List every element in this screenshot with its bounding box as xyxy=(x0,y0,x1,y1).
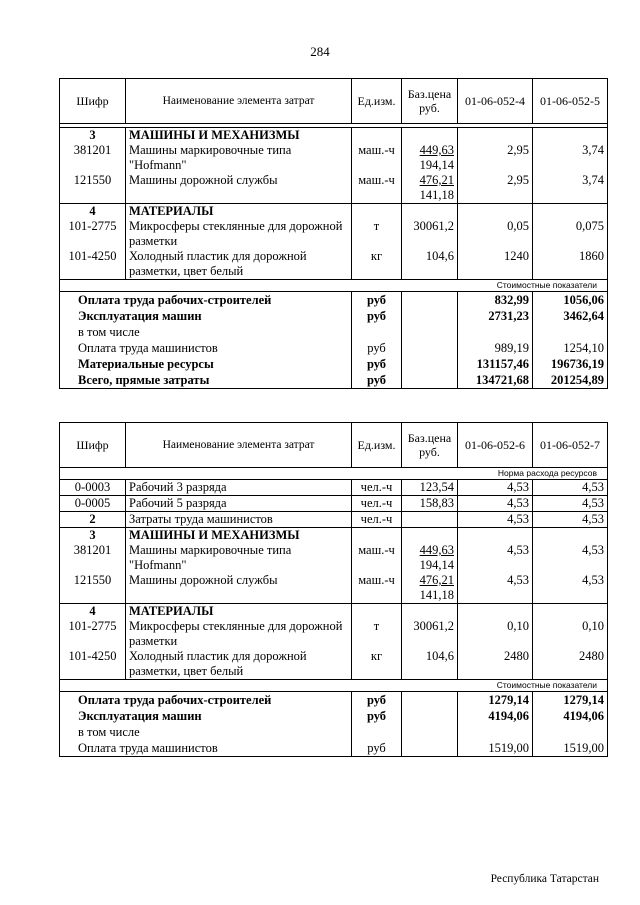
row-price xyxy=(402,173,458,204)
row-unit: маш.-ч xyxy=(352,543,402,573)
row-code: 101-4250 xyxy=(60,249,126,280)
summary-row xyxy=(60,308,608,324)
norm-label-row xyxy=(60,468,608,480)
table-header-row xyxy=(60,423,608,468)
row-value-a: 4,53 xyxy=(458,480,533,496)
row-price: 104,6 xyxy=(402,249,458,280)
row-name: Микросферы стеклянные для дорожной разметки xyxy=(126,219,352,249)
row-code: 0-0005 xyxy=(60,496,126,512)
price-bottom: 194,14 xyxy=(419,158,454,172)
summary-unit: руб xyxy=(352,692,402,709)
summary-row xyxy=(60,740,608,757)
row-value-a: 4,53 xyxy=(458,496,533,512)
row-value-b: 2480 xyxy=(533,649,608,680)
section-code: 3 xyxy=(60,128,126,144)
summary-value-b: 1056,06 xyxy=(533,292,608,309)
summary-unit: руб xyxy=(352,740,402,757)
table-row xyxy=(60,619,608,649)
row-value-a: 4,53 xyxy=(458,512,533,528)
row-value-b: 3,74 xyxy=(533,143,608,173)
row-value-b: 4,53 xyxy=(533,512,608,528)
header-unit: Ед.изм. xyxy=(352,79,402,124)
section-title: МАШИНЫ И МЕХАНИЗМЫ xyxy=(126,528,352,544)
page-number: 284 xyxy=(310,44,330,59)
header-base-price: Баз.цена руб. xyxy=(402,79,458,124)
row-value-b: 0,075 xyxy=(533,219,608,249)
row-unit: чел.-ч xyxy=(352,480,402,496)
table-row xyxy=(60,496,608,512)
summary-row xyxy=(60,356,608,372)
summary-name: в том числе xyxy=(60,324,352,340)
row-unit: маш.-ч xyxy=(352,573,402,604)
summary-name: Оплата труда рабочих-строителей xyxy=(60,692,352,709)
footer-region: Республика Татарстан xyxy=(490,873,599,885)
summary-row xyxy=(60,340,608,356)
summary-value-a: 1279,14 xyxy=(458,692,533,709)
summary-value-b: 1254,10 xyxy=(533,340,608,356)
summary-value-b: 1519,00 xyxy=(533,740,608,757)
row-code: 121550 xyxy=(60,573,126,604)
row-value-a: 4,53 xyxy=(458,573,533,604)
summary-value-b: 1279,14 xyxy=(533,692,608,709)
row-code: 0-0003 xyxy=(60,480,126,496)
summary-name: Материальные ресурсы xyxy=(60,356,352,372)
header-unit: Ед.изм. xyxy=(352,423,402,468)
summary-name: Эксплуатация машин xyxy=(60,308,352,324)
summary-unit: руб xyxy=(352,372,402,389)
operators-row xyxy=(60,512,608,528)
header-col-a: 01-06-052-6 xyxy=(458,423,533,468)
summary-row xyxy=(60,372,608,389)
section-row-machines xyxy=(60,128,608,144)
row-code: 101-2775 xyxy=(60,219,126,249)
row-name: Холодный пластик для дорожной разметки, цвет белый xyxy=(126,649,352,680)
row-price xyxy=(402,573,458,604)
summary-value-b: 201254,89 xyxy=(533,372,608,389)
price-top: 476,21 xyxy=(419,173,454,187)
summary-unit: руб xyxy=(352,340,402,356)
row-code: 101-2775 xyxy=(60,619,126,649)
norm-label: Норма расхода ресурсов xyxy=(60,468,608,480)
resource-table-1 xyxy=(59,78,608,389)
row-value-a: 4,53 xyxy=(458,543,533,573)
summary-value-a: 134721,68 xyxy=(458,372,533,389)
resource-table-2 xyxy=(59,422,608,757)
header-col-b: 01-06-052-5 xyxy=(533,79,608,124)
header-code: Шифр xyxy=(60,423,126,468)
summary-value-a: 989,19 xyxy=(458,340,533,356)
row-unit: маш.-ч xyxy=(352,143,402,173)
price-top: 449,63 xyxy=(419,143,454,157)
row-value-a: 0,10 xyxy=(458,619,533,649)
row-price: 30061,2 xyxy=(402,219,458,249)
row-name: Машины дорожной службы xyxy=(126,573,352,604)
summary-unit: руб xyxy=(352,292,402,309)
row-value-b: 0,10 xyxy=(533,619,608,649)
row-value-b: 1860 xyxy=(533,249,608,280)
section-title: МАТЕРИАЛЫ xyxy=(126,204,352,220)
summary-value-b: 4194,06 xyxy=(533,708,608,724)
row-unit: маш.-ч xyxy=(352,173,402,204)
row-code: 381201 xyxy=(60,143,126,173)
row-name: Затраты труда машинистов xyxy=(126,512,352,528)
table-row xyxy=(60,543,608,573)
row-value-b: 4,53 xyxy=(533,480,608,496)
summary-value-a: 131157,46 xyxy=(458,356,533,372)
summary-unit: руб xyxy=(352,308,402,324)
row-code: 101-4250 xyxy=(60,649,126,680)
section-code: 4 xyxy=(60,204,126,220)
cost-indicators-row xyxy=(60,280,608,292)
summary-name: Оплата труда машинистов xyxy=(60,740,352,757)
summary-unit: руб xyxy=(352,708,402,724)
table-row xyxy=(60,573,608,604)
header-col-b: 01-06-052-7 xyxy=(533,423,608,468)
table-row xyxy=(60,249,608,280)
row-name: Рабочий 3 разряда xyxy=(126,480,352,496)
summary-name: в том числе xyxy=(60,724,352,740)
row-price: 30061,2 xyxy=(402,619,458,649)
header-name: Наименование элемента затрат xyxy=(126,423,352,468)
summary-row xyxy=(60,292,608,309)
summary-value-b: 196736,19 xyxy=(533,356,608,372)
row-value-b: 4,53 xyxy=(533,573,608,604)
summary-value-a: 1519,00 xyxy=(458,740,533,757)
price-bottom: 141,18 xyxy=(419,588,454,602)
summary-row xyxy=(60,708,608,724)
section-row-materials xyxy=(60,604,608,620)
cost-indicators-label: Стоимостные показатели xyxy=(60,280,608,292)
table-row xyxy=(60,480,608,496)
row-unit: т xyxy=(352,619,402,649)
table-row xyxy=(60,219,608,249)
summary-value-a: 2731,23 xyxy=(458,308,533,324)
row-price xyxy=(402,143,458,173)
cost-indicators-row xyxy=(60,680,608,692)
row-code: 2 xyxy=(60,512,126,528)
header-col-a: 01-06-052-4 xyxy=(458,79,533,124)
row-value-a: 0,05 xyxy=(458,219,533,249)
header-name: Наименование элемента затрат xyxy=(126,79,352,124)
price-top: 449,63 xyxy=(419,543,454,557)
table-row xyxy=(60,143,608,173)
price-bottom: 141,18 xyxy=(419,188,454,202)
summary-value-a: 4194,06 xyxy=(458,708,533,724)
row-price: 104,6 xyxy=(402,649,458,680)
row-value-b: 4,53 xyxy=(533,496,608,512)
row-price xyxy=(402,543,458,573)
summary-value-b: 3462,64 xyxy=(533,308,608,324)
row-value-a: 2,95 xyxy=(458,143,533,173)
row-name: Микросферы стеклянные для дорожной разметки xyxy=(126,619,352,649)
row-value-b: 4,53 xyxy=(533,543,608,573)
row-price: 158,83 xyxy=(402,496,458,512)
header-code: Шифр xyxy=(60,79,126,124)
summary-row xyxy=(60,324,608,340)
table-row xyxy=(60,173,608,204)
row-unit: кг xyxy=(352,249,402,280)
row-unit: кг xyxy=(352,649,402,680)
row-code: 381201 xyxy=(60,543,126,573)
table-row xyxy=(60,649,608,680)
section-row-materials xyxy=(60,204,608,220)
summary-name: Оплата труда машинистов xyxy=(60,340,352,356)
row-price: 123,54 xyxy=(402,480,458,496)
section-code: 4 xyxy=(60,604,126,620)
header-base-price: Баз.цена руб. xyxy=(402,423,458,468)
row-name: Рабочий 5 разряда xyxy=(126,496,352,512)
price-bottom: 194,14 xyxy=(419,558,454,572)
summary-unit: руб xyxy=(352,356,402,372)
row-value-b: 3,74 xyxy=(533,173,608,204)
table-header-row xyxy=(60,79,608,124)
row-unit: чел.-ч xyxy=(352,512,402,528)
row-value-a: 2480 xyxy=(458,649,533,680)
row-code: 121550 xyxy=(60,173,126,204)
row-name: Машины дорожной службы xyxy=(126,173,352,204)
row-name: Машины маркировочные типа "Hofmann" xyxy=(126,543,352,573)
summary-name: Эксплуатация машин xyxy=(60,708,352,724)
row-name: Машины маркировочные типа "Hofmann" xyxy=(126,143,352,173)
section-code: 3 xyxy=(60,528,126,544)
summary-name: Всего, прямые затраты xyxy=(60,372,352,389)
section-title: МАТЕРИАЛЫ xyxy=(126,604,352,620)
row-unit: т xyxy=(352,219,402,249)
summary-row xyxy=(60,724,608,740)
summary-name: Оплата труда рабочих-строителей xyxy=(60,292,352,309)
row-value-a: 2,95 xyxy=(458,173,533,204)
price-top: 476,21 xyxy=(419,573,454,587)
summary-row xyxy=(60,692,608,709)
row-name: Холодный пластик для дорожной разметки, цвет белый xyxy=(126,249,352,280)
row-value-a: 1240 xyxy=(458,249,533,280)
summary-value-a: 832,99 xyxy=(458,292,533,309)
cost-indicators-label: Стоимостные показатели xyxy=(60,680,608,692)
section-row-machines xyxy=(60,528,608,544)
row-unit: чел.-ч xyxy=(352,496,402,512)
section-title: МАШИНЫ И МЕХАНИЗМЫ xyxy=(126,128,352,144)
